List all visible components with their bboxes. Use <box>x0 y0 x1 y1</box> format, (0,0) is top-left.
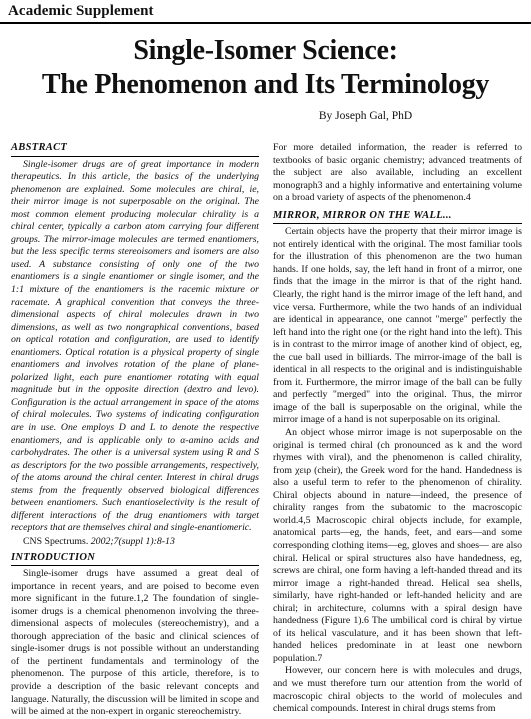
author-name: By Joseph Gal, PhD <box>318 110 413 122</box>
abstract-body: Single-isomer drugs are of great importance in modern therapeutics. In this article, the basics of the underlying phenomenon are explained. Some molecules are chiral, ie, their mirror image is not superposable on the original. The most common element producing molecular chirality is a chiral center, typically a carbon atom carrying four different groups. The mirror-image molecules are termed enantiomers, but the less specific terms stereoisomers and isomers are also used. A substance consisting of only one of the two enantiomers is a single enantiomer or single isomer, and the 1:1 mixture of the enantiomers is the racemic mixture or racemate. A graphical convention that conveys the three-dimensional aspects of chiral molecules drawn in two dimensions, as well as two nongraphical conventions, based on optical rotation and configuration, are used to identify enantiomers. Optical rotation is a physical property of single enantiomers and involves rotation of the plane of plane-polarized light, each pure enantiomer rotating with equal magnitude but in the opposite direction (dextro and levo). Configuration is the actual arrangement in space of the atoms of chiral molecules. Two systems of indicating configuration are in use. One employs D and L to denote the respective enantiomers, and is applicable only to α-amino acids and carbohydrates. The other is a universal system using R and S as descriptors for the two possible arrangements, respectively, of the atoms around the chiral center. Interest in chiral drugs stems from the frequently observed biological differences between enantiomers. Such enantioselectivity is the result of different interactions of the drug enantiomers with target receptors that are themselves chiral and single-enantiomeric. <box>11 158 259 534</box>
mirror-paragraph-1: Certain objects have the property that their mirror image is not entirely identical with the original. The most familiar tools for the illustration of this phenomenon are the two human hands. If one holds, say, the left hand in front of a mirror, one finds that the image in the mirror is that of the right hand. Clearly, the right hand is the mirror image of the left hand, and vice versa. Furthermore, while the two hands of an individual are identical in appearance, one cannot "merge" perfectly the left hand into the right one (or the right hand into the left). This is in contrast to the mirror image of another kind of object, eg, the cue ball used in billiards. The mirror-image of the ball is identical in all respects to the original and is indistinguishable from it. Furthermore, the mirror image of the ball can be fully and perfectly "merged" into the original. Thus, the mirror image of the ball is superposable on the original, while the mirror image of a hand is not superposable on its original. <box>273 226 522 426</box>
author-byline <box>0 110 531 122</box>
title-line-2: The Phenomenon and Its Terminology <box>41 69 490 100</box>
right-column <box>273 142 522 716</box>
abstract-heading: ABSTRACT <box>11 142 259 157</box>
mirror-section-heading: MIRROR, MIRROR ON THE WALL... <box>273 210 522 225</box>
title-line-1: Single-Isomer Science: <box>133 35 398 66</box>
article-title <box>0 34 531 102</box>
introduction-body: Single-isomer drugs have assumed a great deal of importance in recent years, and are poised to become even more significant in the future.1,2 The foundation of single-isomer drugs is a chemical phenomenon involving the three-dimensional aspects of molecules (stereochemistry), and a thorough appreciation of the basic and clinical sciences of single-isomer drugs is not possible without an understanding of the pertinent fundamentals and terminology of the phenomenon. The purpose of this article, therefore, is to provide a description of the basic relevant concepts and language. Naturally, the discussion will be limited in scope and will be aimed at the non-expert in organic stereochemistry. <box>11 568 259 718</box>
citation-details: 2002;7(suppl 1):8-13 <box>90 535 175 547</box>
introduction-continued: For more detailed information, the reader is referred to textbooks of basic organic chemistry; advanced treatments of the subject are also available, including an excellent monograph3 and a highly informative and entertaining volume on a broad variety of aspects of the phenomenon.4 <box>273 142 522 204</box>
abstract-citation <box>11 536 259 549</box>
section-label: Academic Supplement <box>8 3 154 19</box>
mirror-paragraph-2: An object whose mirror image is not superposable on the original is termed chiral (ch pronounced as k and the word rhymes with viral), and the phenomenon is called chirality, from χειρ (cheir), the Greek word for the hand. Handedness is also a useful term to refer to the phenomenon of chirality. Chiral objects abound in nature—indeed, the presence of chirality ranges from the subatomic to the macroscopic world.4,5 Macroscopic chiral objects include, for example, anatomical parts—eg, the hands, feet, and ears—and some corresponding clothing items—eg, gloves and shoes— are also chiral. Helical or spiral structures also have handedness, eg, screws are chiral, one form having a left-handed thread and its mirror image a right-handed thread. Helical sea shells, similarly, have right-handed or left-handed helicity and are chiral; in architecture, columns with a spiral design have handedness (Figure 1).6 The umbilical cord is chiral by virtue of its helical vasculature, and it has been shown that left-handed helices predominate in at least one newborn population.7 <box>273 427 522 664</box>
header-band <box>0 0 531 24</box>
mirror-paragraph-3: However, our concern here is with molecules and drugs, and we must therefore turn our attention from the world of macroscopic chiral objects to the world of molecules and chemical compounds. Interest in chiral drugs stems from <box>273 665 522 715</box>
citation-journal: CNS Spectrums. <box>23 535 89 547</box>
header-rule <box>0 22 531 24</box>
introduction-heading: INTRODUCTION <box>11 552 259 567</box>
left-column <box>11 142 259 719</box>
